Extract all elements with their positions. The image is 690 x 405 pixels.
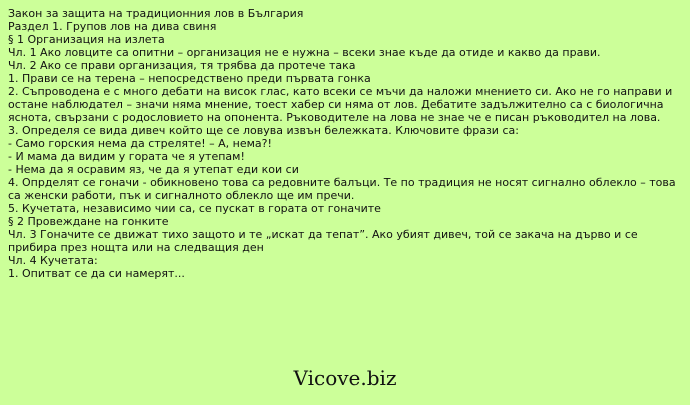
quote-line: - Нема да я осравим яз, че да я утепат еди кои си bbox=[8, 163, 299, 176]
article-text: Чл. 3 Гоначите се движат тихо защото и те „искат да тепат”. Ако убият дивеч, той се закача на дърво и се прибира през нощта или на следващия ден bbox=[8, 228, 638, 254]
article-text: Чл. 4 Кучетата: bbox=[8, 254, 98, 267]
article-text: Чл. 1 Ако ловците са опитни – организация не е нужна – всеки знае къде да отиде и какво да прави. bbox=[8, 46, 601, 59]
article-text: Чл. 2 Ако се прави организация, тя трябва да протече така bbox=[8, 59, 356, 72]
quote-line: - И мама да видим у гората че я утепам! bbox=[8, 150, 245, 163]
list-item: 3. Определя се вида дивеч който ще се ловува извън бележката. Ключовите фрази са: bbox=[8, 124, 519, 137]
list-item: 1. Опитват се да си намерят... bbox=[8, 267, 185, 280]
site-watermark: Vicove.biz bbox=[293, 366, 397, 390]
list-item: 1. Прави се на терена – непосредствено преди първата гонка bbox=[8, 72, 371, 85]
list-item: 2. Съпроводена е с много дебати на висок глас, като всеки се мъчи да наложи мнението си. Ако не го направи и остане наблюдател – значи няма мнение, тоест хабер си няма от лов. Дебатите задължително са с биологична яснота, свързани с родословието на опонента. Ръководителе на лова не знае че е писан ръководител на лова. bbox=[8, 85, 673, 124]
list-item: 5. Кучетата, независимо чии са, се пускат в гората от гоначите bbox=[8, 202, 381, 215]
paragraph-heading: § 2 Провеждане на гонките bbox=[8, 215, 169, 228]
quote-line: - Само горския нема да стреляте! – А, нема?! bbox=[8, 137, 272, 150]
document-body bbox=[8, 7, 680, 280]
paragraph-heading: § 1 Организация на излета bbox=[8, 33, 165, 46]
section-heading: Раздел 1. Групов лов на дива свиня bbox=[8, 20, 217, 33]
document-title: Закон за защита на традиционния лов в България bbox=[8, 7, 304, 20]
list-item: 4. Опрделят се гоначи - обикновено това са редовните балъци. Те по традиция не носят сигнално облекло – това са женски работи, пък и сигналното облекло ще им пречи. bbox=[8, 176, 676, 202]
